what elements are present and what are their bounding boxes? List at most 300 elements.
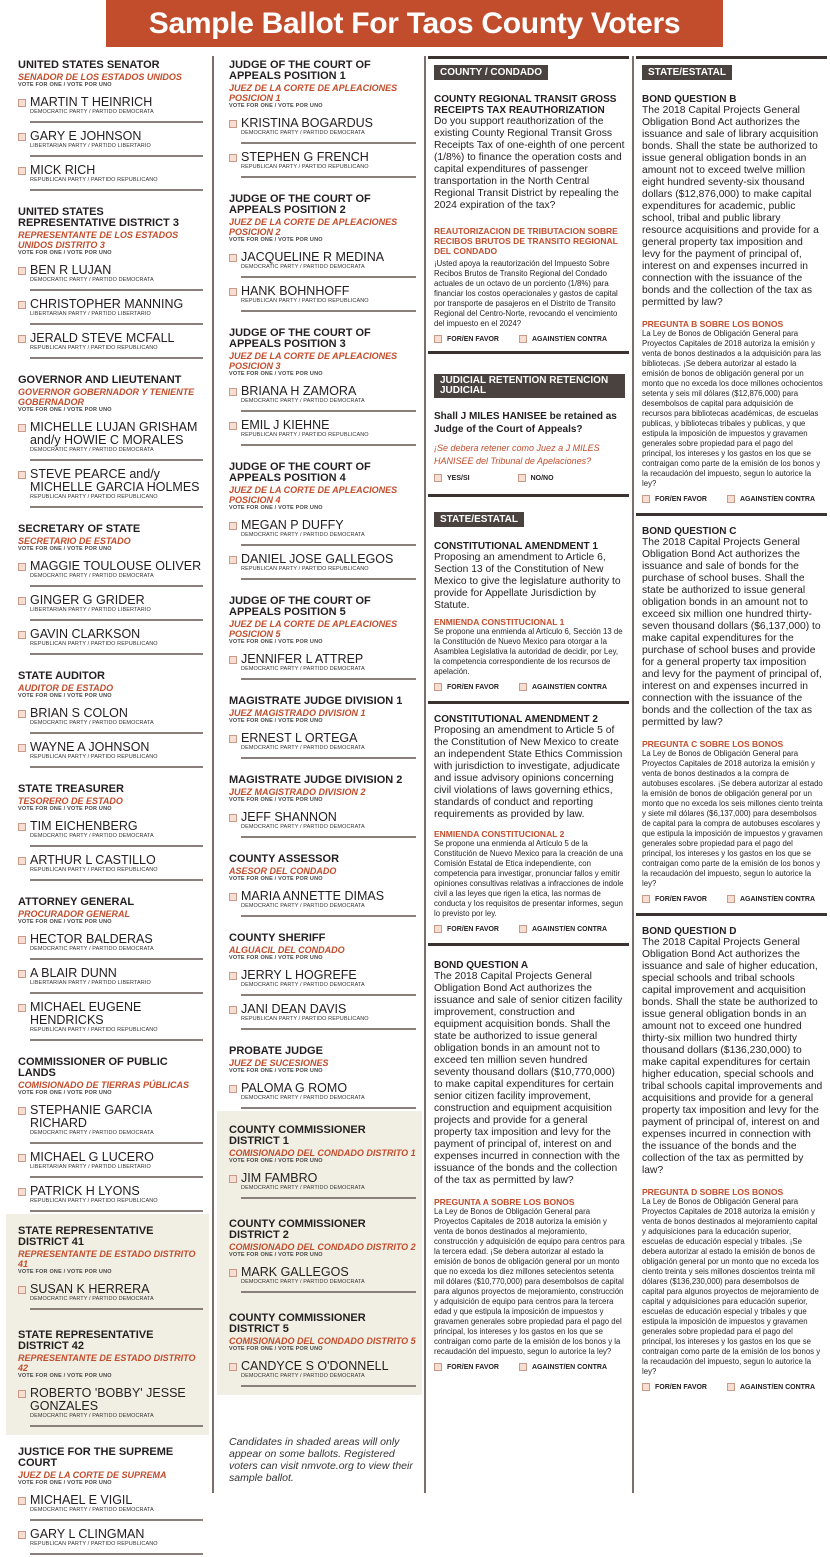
bond-b-body: The 2018 Capital Projects General Obligation Bond Act authorizes the issuance and sale of library acquisition bonds. Shall the state be authorized to issue general obligation bonds in an amount not to exceed twelve million eight hundred seventy-six thousand dollars ($12,876,000) to make capital expenditures for academic, public school, tribal and public library resource acquisitions and provide for a general property tax imposition and levy for the payment of principal of, interest on and expenses incurred in connection with the issuance of the bonds and the collection of the tax as permitted by law? [642, 105, 819, 308]
race-title: GOVERNOR AND LIEUTENANT [18, 374, 182, 386]
vote-checkbox[interactable] [18, 424, 26, 432]
county-section [428, 56, 629, 343]
race-title: COUNTY COMMISSIONER DISTRICT 2 [229, 1218, 366, 1241]
against-option[interactable]: AGAINST/EN CONTRA [519, 1363, 607, 1371]
vote-checkbox[interactable] [18, 710, 26, 718]
candidate-option[interactable] [18, 741, 203, 768]
vote-checkbox[interactable] [229, 656, 237, 664]
vote-checkbox[interactable] [18, 857, 26, 865]
candidate-party: DEMOCRATIC PARTY / PARTIDO DEMOCRATA [241, 1185, 365, 1191]
candidate-party: REPUBLICAN PARTY / PARTIDO REPUBLICANO [30, 641, 158, 647]
vote-checkbox[interactable] [229, 1363, 237, 1371]
vote-checkbox[interactable] [18, 563, 26, 571]
amendment-1-body: Proposing an amendment to Article 6, Section 13 of the Constitution of New Mexico to give the legislature authority to provide for Appellate Jurisdiction by Statute. [434, 552, 621, 611]
vote-checkbox[interactable] [18, 1188, 26, 1196]
race-title: COUNTY SHERIFF [229, 932, 326, 944]
race-title-es: AUDITOR DE ESTADO [18, 683, 114, 693]
candidate-divider [30, 766, 203, 768]
vote-checkbox[interactable] [18, 936, 26, 944]
race-title-es: ALGUACIL DEL CONDADO [229, 945, 345, 955]
candidate-party: LIBERTARIAN PARTY / PARTIDO LIBERTARIO [30, 980, 151, 986]
candidate-party: REPUBLICAN PARTY / PARTIDO REPUBLICANO [30, 494, 158, 500]
candidate-option[interactable] [229, 251, 416, 278]
shaded-note-text: Candidates in shaded areas will only appear on some ballots. Registered voters can visit nmvote.org to view their sample ballot. [229, 1436, 413, 1484]
candidate-name: CANDYCE S O'DONNELL [241, 1359, 389, 1373]
race-title-es: JUEZ DE LA CORTE DE APLEACIONES POSICION 2 [229, 217, 398, 237]
candidate-name: MICHELLE LUJAN GRISHAM and/y HOWIE C MORALES [30, 420, 198, 447]
candidate-option[interactable] [18, 468, 203, 508]
candidate-name: GARY L CLINGMAN [30, 1527, 145, 1541]
candidate-divider [30, 506, 203, 508]
candidate-name: SUSAN K HERRERA [30, 1282, 150, 1296]
candidate-option[interactable] [229, 811, 416, 838]
candidate-party: REPUBLICAN PARTY / PARTIDO REPUBLICANO [241, 432, 369, 438]
race-title-es: JUEZ DE LA CORTE DE APLEACIONES POSICION 4 [229, 485, 398, 505]
race-title-es: JUEZ MAGISTRADO DIVISION 1 [229, 708, 366, 718]
candidate-option[interactable] [18, 421, 203, 461]
vote-for-one: VOTE FOR ONE / VOTE POR UNO [18, 407, 112, 413]
candidate-party: DEMOCRATIC PARTY / PARTIDO DEMOCRATA [241, 903, 365, 909]
amendment-1-title-es: ENMIENDA CONSTITUCIONAL 1 [434, 617, 565, 627]
bond-a-choices [434, 1363, 625, 1371]
candidate-option[interactable] [18, 1001, 203, 1041]
race [6, 1043, 209, 1214]
for-option[interactable]: FOR/EN FAVOR [434, 335, 499, 343]
race [217, 682, 422, 761]
candidate-option[interactable] [18, 594, 203, 621]
candidate-divider [241, 678, 416, 680]
for-option[interactable]: FOR/EN FAVOR [434, 925, 499, 933]
race [6, 1214, 209, 1318]
candidate-name: ARTHUR L CASTILLO [30, 853, 156, 867]
candidate-option[interactable] [18, 1185, 203, 1212]
candidate-divider [241, 142, 416, 144]
candidate-party: DEMOCRATIC PARTY / PARTIDO DEMOCRATA [241, 982, 365, 988]
vote-for-one: VOTE FOR ONE / VOTE POR UNO [18, 250, 112, 256]
race-title: STATE REPRESENTATIVE DISTRICT 42 [18, 1329, 154, 1352]
candidate-name: JACQUELINE R MEDINA [241, 250, 385, 264]
candidate-option[interactable] [229, 117, 416, 144]
candidate-divider [30, 357, 203, 359]
candidate-name: JEFF SHANNON [241, 810, 337, 824]
race-title-es: JUEZ MAGISTRADO DIVISION 2 [229, 787, 366, 797]
candidate-name: MICHAEL E VIGIL [30, 1493, 133, 1507]
for-option[interactable]: FOR/EN FAVOR [642, 895, 707, 903]
vote-checkbox[interactable] [18, 1154, 26, 1162]
checkbox[interactable] [434, 474, 442, 482]
race [217, 761, 422, 840]
candidate-party: DEMOCRATIC PARTY / PARTIDO DEMOCRATA [241, 824, 365, 830]
candidate-name: MEGAN P DUFFY [241, 518, 344, 532]
candidate-option[interactable] [18, 967, 203, 994]
bond-c-title-es: PREGUNTA C SOBRE LOS BONOS [642, 739, 784, 749]
candidate-option[interactable] [229, 285, 416, 312]
candidate-option[interactable] [18, 628, 203, 655]
vote-checkbox[interactable] [229, 893, 237, 901]
candidate-option[interactable] [229, 385, 416, 412]
candidate-name: MARK GALLEGOS [241, 1265, 349, 1279]
checkbox[interactable] [727, 495, 735, 503]
race [6, 56, 209, 193]
race [217, 1111, 422, 1207]
race-title: JUSTICE FOR THE SUPREME COURT [18, 1446, 174, 1469]
race-title: COUNTY ASSESSOR [229, 853, 340, 865]
checkbox[interactable] [519, 1363, 527, 1371]
race-title-es: ASESOR DEL CONDADO [229, 866, 337, 876]
candidate-option[interactable] [18, 1151, 203, 1178]
vote-checkbox[interactable] [18, 1004, 26, 1012]
amendment-1-body-es: Se propone una enmienda al Artículo 6, Sección 13 de la Constitución de Nuevo Mexico para otorgar a la Asamblea Legislativa la autoridad de decidir, por Ley, la competencia correspondiente de los recursos de apelación. [434, 627, 623, 676]
checkbox[interactable] [642, 1383, 650, 1391]
no-option[interactable]: NO/NO [518, 474, 554, 482]
vote-checkbox[interactable] [229, 422, 237, 430]
vote-checkbox[interactable] [229, 522, 237, 530]
against-option[interactable]: AGAINST/EN CONTRA [727, 1383, 815, 1391]
candidate-name: ROBERTO 'BOBBY' JESSE GONZALES [30, 1386, 186, 1413]
candidate-option[interactable] [229, 553, 416, 580]
candidate-name: BRIANA H ZAMORA [241, 384, 357, 398]
vote-for-one: VOTE FOR ONE / VOTE POR UNO [18, 82, 112, 88]
candidate-option[interactable] [229, 1360, 416, 1387]
vote-checkbox[interactable] [229, 154, 237, 162]
candidate-name: PATRICK H LYONS [30, 1184, 140, 1198]
candidate-divider [30, 619, 203, 621]
candidate-option[interactable] [229, 519, 416, 546]
for-option[interactable]: FOR/EN FAVOR [642, 1383, 707, 1391]
vote-checkbox[interactable] [18, 167, 26, 175]
candidate-option[interactable] [229, 1266, 416, 1293]
race-title-es: COMISIONADO DEL CONDADO DISTRITO 5 [229, 1336, 416, 1346]
measures-column-4 [636, 56, 827, 1391]
vote-checkbox[interactable] [18, 133, 26, 141]
race-title-es: REPRESENTANTE DE LOS ESTADOS UNIDOS DISTRITO 3 [18, 230, 179, 250]
candidate-party: DEMOCRATIC PARTY / PARTIDO DEMOCRATA [241, 1279, 365, 1285]
candidate-option[interactable] [18, 1283, 203, 1310]
against-option[interactable]: AGAINST/EN CONTRA [519, 335, 607, 343]
vote-checkbox[interactable] [18, 597, 26, 605]
candidate-name: JIM FAMBRO [241, 1171, 318, 1185]
candidate-option[interactable] [18, 1387, 203, 1427]
race [6, 1435, 209, 1557]
candidate-party: DEMOCRATIC PARTY / PARTIDO DEMOCRATA [30, 833, 154, 839]
race-title: ATTORNEY GENERAL [18, 896, 135, 908]
vote-for-one: VOTE FOR ONE / VOTE POR UNO [229, 1068, 323, 1074]
column-divider [632, 56, 634, 1493]
race-title-es: JUEZ DE LA CORTE DE APLEACIONES POSICION 3 [229, 351, 398, 371]
candidate-name: BRIAN S COLON [30, 706, 128, 720]
candidate-party: REPUBLICAN PARTY / PARTIDO REPUBLICANO [241, 566, 369, 572]
candidate-divider [30, 653, 203, 655]
candidate-party: DEMOCRATIC PARTY / PARTIDO DEMOCRATA [241, 264, 365, 270]
race-title-es: SENADOR DE LOS ESTADOS UNIDOS [18, 72, 182, 82]
judicial-choices [434, 474, 625, 482]
vote-checkbox[interactable] [229, 1006, 237, 1014]
candidate-party: DEMOCRATIC PARTY / PARTIDO DEMOCRATA [241, 398, 365, 404]
vote-for-one: VOTE FOR ONE / VOTE POR UNO [18, 806, 112, 812]
candidate-divider [241, 176, 416, 178]
vote-checkbox[interactable] [229, 120, 237, 128]
candidate-option[interactable] [18, 933, 203, 960]
amendment-1-title: CONSTITUTIONAL AMENDMENT 1 [434, 541, 598, 552]
race [6, 657, 209, 770]
race-title: MAGISTRATE JUDGE DIVISION 1 [229, 695, 403, 707]
race [217, 180, 422, 314]
checkbox[interactable] [642, 495, 650, 503]
for-option[interactable]: FOR/EN FAVOR [642, 495, 707, 503]
vote-checkbox[interactable] [18, 823, 26, 831]
vote-checkbox[interactable] [229, 254, 237, 262]
bond-d-choices [642, 1383, 823, 1391]
county-measure-title-es: REAUTORIZACION DE TRIBUTACION SOBRE RECIBOS BRUTOS DE TRANSITO REGIONAL DEL CONDADO [434, 226, 618, 256]
candidate-option[interactable] [229, 969, 416, 996]
candidate-option[interactable] [229, 419, 416, 446]
bond-c-title: BOND QUESTION C [642, 526, 737, 537]
candidate-party: DEMOCRATIC PARTY / PARTIDO DEMOCRATA [30, 573, 154, 579]
vote-checkbox[interactable] [229, 814, 237, 822]
candidate-option[interactable] [18, 1528, 203, 1555]
candidate-name: GINGER G GRIDER [30, 593, 145, 607]
vote-checkbox[interactable] [18, 301, 26, 309]
candidate-option[interactable] [18, 332, 203, 359]
candidate-party: LIBERTARIAN PARTY / PARTIDO LIBERTARIO [30, 143, 151, 149]
candidate-option[interactable] [18, 707, 203, 734]
vote-for-one: VOTE FOR ONE / VOTE POR UNO [229, 639, 323, 645]
candidate-name: BEN R LUJAN [30, 263, 112, 277]
candidate-name: JANI DEAN DAVIS [241, 1002, 347, 1016]
vote-checkbox[interactable] [229, 556, 237, 564]
county-measure-body: Do you support reauthorization of the existing County Regional Transit Gross Receipts Tax of one-eighth of one percent (1/8%) to finance the operation costs and capital expenditures of passenger transportation in the North Central Regional Transit District by repealing the 2024 expiration of the tax? [434, 116, 625, 211]
candidate-divider [30, 585, 203, 587]
candidate-divider [241, 444, 416, 446]
shaded-note [229, 1436, 417, 1484]
candidate-option[interactable] [229, 653, 416, 680]
vote-checkbox[interactable] [18, 471, 26, 479]
race-title-es: GOVERNOR GOBERNADOR Y TENIENTE GOBERNADOR [18, 387, 195, 407]
county-measure-title: COUNTY REGIONAL TRANSIT GROSS RECEIPTS TAX REAUTHORIZATION [434, 94, 617, 116]
vote-checkbox[interactable] [229, 1269, 237, 1277]
bond-d-body: The 2018 Capital Projects General Obligation Bond Act authorizes the issuance and sale of higher education, special schools and tribal schools capital improvement and acquisition bonds. Shall the state be authorized to issue general obligation bonds in an amount not to exceed one hundred thirty-six million two hundred thirty thousand dollars ($136,230,000) to make capital expenditures for certain higher education, special schools and tribal schools capital improvements and acquisitions and provide for a general property tax imposition and levy for the payment of principal of, interest on and expenses incurred in connection with the issuance of the bonds and the collection of the tax as permitted by law? [642, 937, 823, 1176]
candidate-divider [241, 1107, 416, 1109]
vote-checkbox[interactable] [229, 735, 237, 743]
candidate-party: DEMOCRATIC PARTY / PARTIDO DEMOCRATA [30, 1296, 154, 1302]
candidate-option[interactable] [229, 890, 416, 917]
candidate-party: LIBERTARIAN PARTY / PARTIDO LIBERTARIO [30, 1164, 151, 1170]
candidate-option[interactable] [229, 1172, 416, 1199]
checkbox[interactable] [434, 683, 442, 691]
candidate-party: REPUBLICAN PARTY / PARTIDO REPUBLICANO [30, 754, 158, 760]
bond-a-title: BOND QUESTION A [434, 960, 529, 971]
candidate-option[interactable] [18, 264, 203, 291]
vote-checkbox[interactable] [18, 1497, 26, 1505]
bond-question-c [636, 513, 827, 903]
ballot-header [106, 0, 723, 47]
race-title: UNITED STATES REPRESENTATIVE DISTRICT 3 [18, 206, 179, 229]
checkbox[interactable] [727, 895, 735, 903]
vote-checkbox[interactable] [18, 631, 26, 639]
candidate-name: MARIA ANNETTE DIMAS [241, 889, 385, 903]
race-title-es: REPRESENTANTE DE ESTADO DISTRITO 42 [18, 1353, 196, 1373]
vote-for-one: VOTE FOR ONE / VOTE POR UNO [229, 876, 323, 882]
candidate-divider [241, 310, 416, 312]
candidate-divider [241, 410, 416, 412]
vote-for-one: VOTE FOR ONE / VOTE POR UNO [229, 1158, 323, 1164]
candidate-name: STEVE PEARCE and/y MICHELLE GARCIA HOLMES [30, 467, 200, 494]
candidate-party: DEMOCRATIC PARTY / PARTIDO DEMOCRATA [30, 720, 154, 726]
against-option[interactable]: AGAINST/EN CONTRA [727, 895, 815, 903]
candidate-divider [241, 915, 416, 917]
candidate-option[interactable] [18, 854, 203, 881]
bond-c-body: The 2018 Capital Projects General Obligation Bond Act authorizes the issuance and sale of bonds for the purchase of school buses. Shall the state be authorized to issue general obligation bonds in an amount not to exceed six million one hundred thirty-seven thousand dollars ($6,137,000) to make capital expenditures for the purchase of school buses and provide for a general property tax imposition and levy for the payment of principal of, interest on and expenses incurred in connection with the issuance of the bonds and the collection of the tax as permitted by law? [642, 537, 822, 728]
vote-checkbox[interactable] [18, 1531, 26, 1539]
vote-checkbox[interactable] [229, 388, 237, 396]
vote-for-one: VOTE FOR ONE / VOTE POR UNO [229, 1252, 323, 1258]
candidate-party: LIBERTARIAN PARTY / PARTIDO LIBERTARIO [30, 311, 151, 317]
candidate-name: ERNEST L ORTEGA [241, 731, 358, 745]
vote-checkbox[interactable] [229, 1175, 237, 1183]
bond-question-b [642, 94, 823, 503]
candidate-option[interactable] [18, 164, 203, 191]
candidate-option[interactable] [229, 1003, 416, 1030]
bond-b-choices [642, 495, 823, 503]
vote-for-one: VOTE FOR ONE / VOTE POR UNO [229, 1346, 323, 1352]
amendment-1-choices [434, 683, 625, 691]
for-option[interactable]: FOR/EN FAVOR [434, 1363, 499, 1371]
against-option[interactable]: AGAINST/EN CONTRA [727, 495, 815, 503]
vote-checkbox[interactable] [18, 1286, 26, 1294]
bond-d-title-es: PREGUNTA D SOBRE LOS BONOS [642, 1187, 784, 1197]
checkbox[interactable] [642, 895, 650, 903]
vote-for-one: VOTE FOR ONE / VOTE POR UNO [229, 955, 323, 961]
candidate-option[interactable] [18, 298, 203, 325]
race-title: SECRETARY OF STATE [18, 523, 141, 535]
vote-checkbox[interactable] [18, 744, 26, 752]
race-title: JUDGE OF THE COURT OF APPEALS POSITION 3 [229, 327, 371, 350]
race-title-es: TESORERO DE ESTADO [18, 796, 123, 806]
candidate-party: REPUBLICAN PARTY / PARTIDO REPUBLICANO [30, 867, 158, 873]
checkbox[interactable] [518, 474, 526, 482]
candidate-divider [241, 544, 416, 546]
candidate-option[interactable] [229, 1082, 416, 1109]
bond-c-choices [642, 895, 823, 903]
candidate-name: GARY E JOHNSON [30, 129, 142, 143]
candidate-party: DEMOCRATIC PARTY / PARTIDO DEMOCRATA [30, 1507, 154, 1513]
race-title: JUDGE OF THE COURT OF APPEALS POSITION 2 [229, 193, 371, 216]
judicial-section-tag: JUDICIAL RETENTION RETENCION JUDICIAL [434, 374, 625, 398]
checkbox[interactable] [727, 1383, 735, 1391]
vote-checkbox[interactable] [229, 1085, 237, 1093]
candidate-name: MICHAEL EUGENE HENDRICKS [30, 1000, 142, 1027]
candidate-name: DANIEL JOSE GALLEGOS [241, 552, 394, 566]
candidate-divider [30, 1039, 203, 1041]
race-title-es: JUEZ DE LA CORTE DE SUPREMA [18, 1470, 167, 1480]
candidate-name: GAVIN CLARKSON [30, 627, 141, 641]
yes-option[interactable]: YES/SI [434, 474, 470, 482]
vote-for-one: VOTE FOR ONE / VOTE POR UNO [229, 237, 323, 243]
vote-checkbox[interactable] [18, 99, 26, 107]
column-divider [212, 56, 214, 1493]
vote-checkbox[interactable] [229, 288, 237, 296]
race-title: COUNTY COMMISSIONER DISTRICT 1 [229, 1124, 366, 1147]
judicial-question-es: ¡Se debera retener como Juez a J MILES HANISEE del Tribunal de Apelaciones? [434, 443, 600, 466]
vote-checkbox[interactable] [18, 1390, 26, 1398]
candidate-name: MARTIN T HEINRICH [30, 95, 153, 109]
vote-for-one: VOTE FOR ONE / VOTE POR UNO [18, 919, 112, 925]
candidate-divider [30, 958, 203, 960]
county-measure-body-es: ¡Usted apoya la reautorización del Impuesto Sobre Recibos Brutos de Transito Regional del Condado actuales de un octavo de un porciento (1/8%) para financiar los costos operacionales y gastos de capital por transporte de pasajeros en el Distrito de Transito Regional del Centro-Norte, revocando el vencimiento del impuesto en el 2024? [434, 259, 618, 328]
race [217, 1301, 422, 1395]
checkbox[interactable] [519, 925, 527, 933]
against-option[interactable]: AGAINST/EN CONTRA [519, 925, 607, 933]
candidate-party: REPUBLICAN PARTY / PARTIDO REPUBLICANO [30, 1027, 158, 1033]
candidate-divider [30, 879, 203, 881]
candidate-divider [30, 1553, 203, 1555]
candidate-name: MAGGIE TOULOUSE OLIVER [30, 559, 202, 573]
bond-a-body-es: La Ley de Bonos de Obligación General para Proyectos Capitales de 2018 autoriza la emisión y venta de bonos destinados al mejoramiento, construcción y adquisición de equipo para centros para la tercera edad. ¡Se debera autorizar al estado la emisión de bonos de obligación general por un monto que no exceda los diez millones setecientos setenta mil dólares ($10,770,000) para desembolsos de capital para algunos proyectos de mejoramiento, construcción y adquisición de equipo para centros para la tercera edad y que estipula la imposición de impuestos y gravamen generales sobre propiedad para el pago del principal, los intereses y los gastos en los que se contraigan como parte de la emisión de los bonos y la recaudación del impuesto, segun lo autorice la ley? [434, 1207, 625, 1356]
race-title-es: COMISIONADO DE TIERRAS PÚBLICAS [18, 1080, 190, 1090]
candidate-name: HANK BOHNHOFF [241, 284, 350, 298]
candidate-party: DEMOCRATIC PARTY / PARTIDO DEMOCRATA [30, 447, 154, 453]
candidate-name: A BLAIR DUNN [30, 966, 117, 980]
candidate-name: STEPHANIE GARCIA RICHARD [30, 1103, 152, 1130]
state-section-tag: STATE/ESTATAL [642, 65, 732, 80]
candidate-name: MICK RICH [30, 163, 96, 177]
checkbox[interactable] [519, 335, 527, 343]
candidate-option[interactable] [18, 1494, 203, 1521]
candidate-name: PALOMA G ROMO [241, 1081, 348, 1095]
race-title: JUDGE OF THE COURT OF APPEALS POSITION 1 [229, 59, 371, 82]
candidate-option[interactable] [18, 1104, 203, 1144]
for-option[interactable]: FOR/EN FAVOR [434, 683, 499, 691]
vote-for-one: VOTE FOR ONE / VOTE POR UNO [18, 693, 112, 699]
candidate-option[interactable] [18, 96, 203, 123]
candidate-party: DEMOCRATIC PARTY / PARTIDO DEMOCRATA [30, 1130, 154, 1136]
bond-d-title: BOND QUESTION D [642, 926, 737, 937]
amendment-2-body-es: Se propone una enmienda al Artículo 5 de la Constitución de Nuevo Mexico para la creación de una Comisión Estatal de Etica independiente, con competencia para investigar, pronunciar fallos y emitir opiniones consultivas relativas a infracciones de indole civil a las leyes que rigen la etica, las normas de conducta y los requisitos de presentar informes, segun lo previsto por ley. [434, 839, 624, 918]
vote-checkbox[interactable] [18, 1107, 26, 1115]
checkbox[interactable] [434, 1363, 442, 1371]
vote-checkbox[interactable] [229, 972, 237, 980]
candidate-party: REPUBLICAN PARTY / PARTIDO REPUBLICANO [30, 345, 158, 351]
candidate-divider [241, 578, 416, 580]
checkbox[interactable] [434, 335, 442, 343]
candidate-divider [30, 1142, 203, 1144]
candidate-option[interactable] [229, 151, 416, 178]
candidate-party: REPUBLICAN PARTY / PARTIDO REPUBLICANO [30, 177, 158, 183]
race [217, 840, 422, 919]
checkbox[interactable] [519, 683, 527, 691]
vote-for-one: VOTE FOR ONE / VOTE POR UNO [229, 371, 323, 377]
candidate-option[interactable] [18, 130, 203, 157]
candidate-option[interactable] [18, 820, 203, 847]
candidate-divider [241, 1028, 416, 1030]
bond-c-body-es: La Ley de Bonos de Obligación General para Proyectos Capitales de 2018 autoriza la emisión y venta de bonos destinados a la compra de autobuses escolares. ¡Se debera autorizar al estado la emisión de bonos de obligación general por un monto que no exceda los seis millones ciento treinta y siete mil dólares ($6,137,000) para desembolsos de capital para la compra de autobuses escolares y que estipula la imposición de impuestos y gravamen generales sobre propiedad para el pago del principal, los intereses y los gastos en los que se contraigan como parte de la emisión de los bonos y la recaudación del impuesto, segun lo autorice la ley? [642, 749, 823, 888]
candidate-divider [241, 836, 416, 838]
vote-checkbox[interactable] [18, 970, 26, 978]
amendment-2-title-es: ENMIENDA CONSTITUCIONAL 2 [434, 829, 565, 839]
checkbox[interactable] [434, 925, 442, 933]
candidate-option[interactable] [229, 732, 416, 759]
candidate-party: DEMOCRATIC PARTY / PARTIDO DEMOCRATA [241, 532, 365, 538]
bond-b-title-es: PREGUNTA B SOBRE LOS BONOS [642, 319, 784, 329]
vote-for-one: VOTE FOR ONE / VOTE POR UNO [229, 505, 323, 511]
vote-checkbox[interactable] [18, 267, 26, 275]
against-option[interactable]: AGAINST/EN CONTRA [519, 683, 607, 691]
candidate-divider [30, 155, 203, 157]
candidate-option[interactable] [18, 560, 203, 587]
vote-checkbox[interactable] [18, 335, 26, 343]
race-title: PROBATE JUDGE [229, 1045, 323, 1057]
bond-question-d [636, 913, 827, 1391]
